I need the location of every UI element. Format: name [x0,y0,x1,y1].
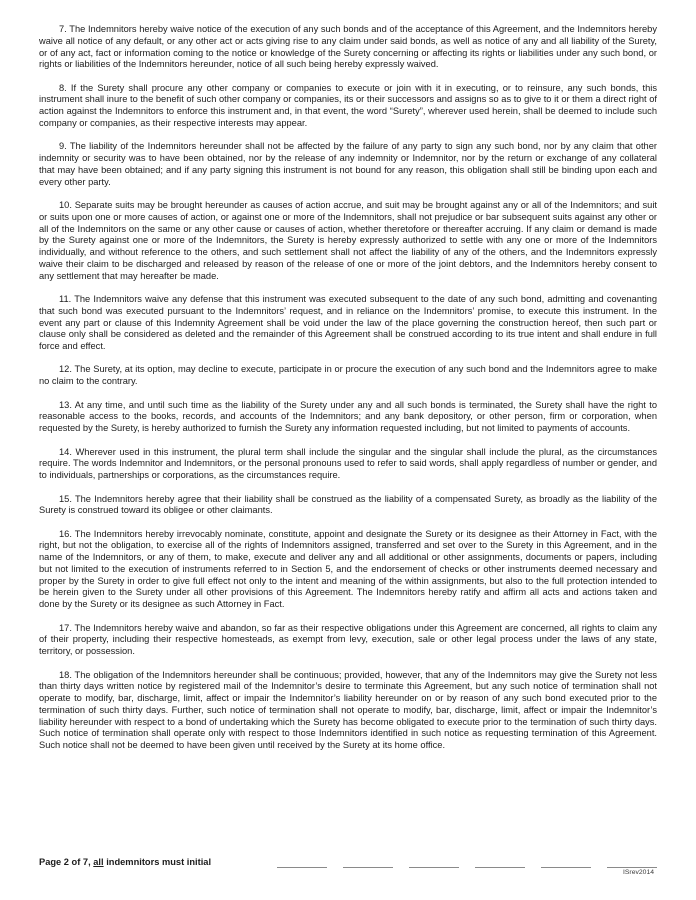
revision-code: ISrev2014 [623,869,654,876]
initial-line[interactable] [541,857,591,868]
page-footer-label [39,857,211,867]
paragraph-11: 11. The Indemnitors waive any defense that this instrument was executed subsequent to the date of any such bond, admitting and covenanting that such bond was executed pursuant to the Indemnitors’ request, and in reliance on the Indemnitors’ promise, to execute this instrument. In the event any part or clause of this Indemnity Agreement shall be void under the law of the place governing the construction hereof, then such part or clause only shall be considered as deleted and the remainder of this Agreement shall be construed according to its true intent and shall endure in full force and effect. [39,294,657,351]
initial-line[interactable] [409,857,459,868]
initial-line[interactable] [475,857,525,868]
paragraph-9: 9. The liability of the Indemnitors hereunder shall not be affected by the failure of any party to sign any such bond, nor by any claim that other indemnity or security was to have been obtained, nor by the release of any indemnity or Indemnitor, nor by the return or exchange of any collateral that may have been obtained; and if any party signing this instrument is not bound for any reason, this obligation shall still be binding upon each and every other party. [39,141,657,187]
document-body [39,24,657,764]
paragraph-15: 15. The Indemnitors hereby agree that their liability shall be construed as the liability of a compensated Surety, as broadly as the liability of the Surety is construed toward its obligee or other claimants. [39,493,657,516]
paragraph-10: 10. Separate suits may be brought hereunder as causes of action accrue, and suit may be brought against any or all of the Indemnitors; and suit or suits upon one or more causes of action, or against one or more of the Indemnitors, shall not prejudice or bar subsequent suits against any other or all of the Indemnitors on the same or any other cause or causes of action, whether theretofore or thereafter accruing. If any claim or demand is made by the Surety against one or more of the Indemnitors, the Surety is hereby expressly authorized to settle with any one or more of the Indemnitors individually, and without reference to the others, and such settlement shall not affect the liability of any of the others, and the Indemnitors expressly waive their claim to be discharged and released by reason of the release of one or more of the joint debtors, and the Indemnitors hereby consent to any settlement that may hereafter be made. [39,200,657,281]
initial-line[interactable] [607,857,657,868]
footer-label-prefix: Page 2 of 7, [39,857,94,867]
paragraph-12: 12. The Surety, at its option, may decline to execute, participate in or procure the execution of any such bond and the Indemnitors agree to make no claim to the contrary. [39,364,657,387]
initial-line[interactable] [343,857,393,868]
footer-label-underlined-word: all [93,857,104,867]
footer-label-suffix: indemnitors must initial [103,857,212,867]
paragraph-13: 13. At any time, and until such time as the liability of the Surety under any and all such bonds is terminated, the Surety shall have the right to reasonable access to the books, records, and accounts of the Indemnitors; and any bank depository, or other person, firm or corporation, when requested by the Surety, is hereby authorized to furnish the Surety any information requested including, but not limited to payments of accounts. [39,399,657,434]
paragraph-14: 14. Wherever used in this instrument, the plural term shall include the singular and the singular shall include the plural, as the circumstances require. The words Indemnitor and Indemnitors, or the personal pronouns used to refer to said words, shall apply regardless of number or gender, and to individuals, partnerships or corporations, as the circumstances require. [39,446,657,481]
paragraph-18: 18. The obligation of the Indemnitors hereunder shall be continuous; provided, however, that any of the Indemnitors may give the Surety not less than thirty days written notice by registered mail of the Indemnitor’s desire to terminate this Agreement, but any such notice of termination shall not operate to modify, bar, discharge, limit, affect or impair the Indemnitor’s liability hereunder on or by reason of any such bond executed prior to the termination of such thirty days. Further, such notice of termination shall not operate to modify, bar, discharge, limit, affect or impair the Indemnitor’s liability hereunder with respect to a bond of undertaking which the Surety has become obligated to execute prior to the termination of such thirty days. Such notice of termination shall operate only with respect to those Indemnitors identified in such notice as requesting termination of this Agreement. Such notice shall not be deemed to have been given until received by the Surety at its home office. [39,669,657,751]
paragraph-7: 7. The Indemnitors hereby waive notice of the execution of any such bonds and of the acceptance of this Agreement, and the Indemnitors hereby waive all notice of any default, or any other act or acts giving rise to any claim under said bonds, as well as notice of any and all liability of the Surety, or of any act, fact or information coming to the notice or knowledge of the Surety concerning or affecting its rights or liabilities under any such bond, or rights or liabilities of the Indemnitors hereunder, notice of all such being hereby expressly waived. [39,24,657,70]
page-footer [39,857,657,876]
initial-lines [277,857,657,868]
paragraph-8: 8. If the Surety shall procure any other company or companies to execute or join with it in executing, or to reinsure, any such bonds, this instrument shall inure to the benefit of such other company or companies, its or their successors and assigns so as to give to it or them a direct right of action against the Indemnitors to enforce this instrument and, in that event, the word “Surety”, wherever used herein, shall be deemed to include such company or companies, as their respective interests may appear. [39,82,657,128]
paragraph-16: 16. The Indemnitors hereby irrevocably nominate, constitute, appoint and designate the Surety or its designee as their Attorney in Fact, with the right, but not the obligation, to exercise all of the rights of Indemnitors assigned, transferred and set over to the Surety in this Agreement, and in the name of the Indemnitors, or any of them, to make, execute and deliver any and all additional or other assignments, documents or papers, including but not limited to the execution of instruments referred to in Section 5, and the endorsement of checks or other instruments deemed necessary and proper by the Surety in order to give full effect not only to the intent and meaning of the within assignments, but also to the full protection intended to be herein given to the Surety under all other provisions of this Agreement. The Indemnitors hereby ratify and affirm all acts and actions taken and done by the Surety or its designee as such Attorney in Fact. [39,528,657,610]
paragraph-17: 17. The Indemnitors hereby waive and abandon, so far as their respective obligations under this Agreement are concerned, all rights to claim any of their property, including their respective homesteads, as exempt from levy, execution, sale or other legal process under the laws of any state, territory, or possession. [39,622,657,657]
initial-line[interactable] [277,857,327,868]
